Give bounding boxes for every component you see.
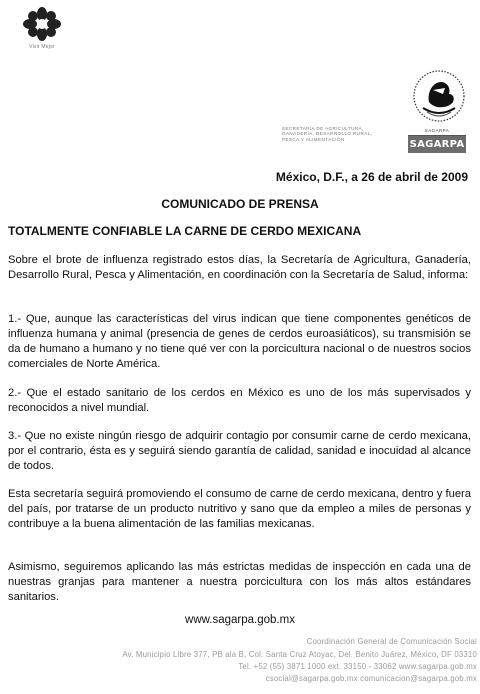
footer-line: Coordinación General de Comunicación Social bbox=[306, 637, 477, 646]
headline: TOTALMENTE CONFIABLE LA CARNE DE CERDO MEXICANA bbox=[8, 224, 362, 238]
mexican-eagle-seal-icon bbox=[409, 68, 469, 124]
brand-name: SAGARPA bbox=[408, 136, 466, 153]
footer-line: csocial@sagarpa.gob.mx comunicacion@sagarpa.gob.mx bbox=[265, 674, 477, 683]
agency-line: PESCA Y ALIMENTACIÓN bbox=[282, 136, 345, 142]
paragraph-promotion: Esta secretaría seguirá promoviendo el consumo de carne de cerdo mexicana, dentro y fuera del país, por tratarse de un producto nutritivo y sano que da empleo a miles de personas y contribuye a la buena alimentación de las familias mexicanas. bbox=[8, 488, 471, 530]
footer-line: Av. Municipio Libre 377, PB ala B, Col. Santa Cruz Atoyac, Del. Benito Juárez, México, DF 03310 bbox=[122, 650, 477, 659]
date-line: México, D.F., a 26 de abril de 2009 bbox=[275, 170, 468, 184]
footer-line: Tel. +52 (55) 3871 1000 ext. 33150 - 33062 www.sagarpa.gob.mx bbox=[238, 662, 477, 671]
paragraph-intro: Sobre el brote de influenza registrado estos días, la Secretaría de Agricultura, Ganadería, Desarrollo Rural, Pesca y Alimentación, en coordinación con la Secretaría de Salud, informa: bbox=[8, 254, 471, 281]
website-link[interactable]: www.sagarpa.gob.mx bbox=[185, 614, 295, 626]
logo-caption: Vivir Mejor bbox=[29, 44, 55, 50]
paragraph-point-1: 1.- Que, aunque las características del virus indican que tiene componentes genéticos de influenza humana y animal (presencia de genes de cerdos euroasiáticos), su transmisión se da de humano a humano y no tiene qué ver con la porcicultura nacional o de nuestros socios comerciales de Norte América. bbox=[8, 313, 471, 370]
document-title: COMUNICADO DE PRENSA bbox=[161, 197, 319, 211]
agency-name-block bbox=[282, 126, 402, 142]
sagarpa-logo bbox=[408, 128, 466, 154]
paragraph-inspection: Asimismo, seguiremos aplicando las más estrictas medidas de inspección en cada una de nuestras granjas para mantener a nuestra porcicultura con los más altos estándares sanitarios. bbox=[8, 561, 471, 603]
agency-line: SECRETARÍA DE AGRICULTURA, bbox=[282, 126, 364, 131]
brand-small-label: SAGARPA bbox=[408, 128, 466, 136]
paragraph-point-3: 3.- Que no existe ningún riesgo de adquirir contagio por consumir carne de cerdo mexicana, por el contrario, ésta es y seguirá siendo garantía de calidad, sanidad e inocuidad al alcance de todos. bbox=[8, 430, 471, 472]
agency-line: GANADERÍA, DESARROLLO RURAL, bbox=[282, 131, 373, 137]
paragraph-point-2: 2.- Que el estado sanitario de los cerdos en México es uno de los más supervisados y reconocidos a nivel mundial. bbox=[8, 387, 471, 414]
vivir-mejor-logo bbox=[20, 6, 64, 42]
